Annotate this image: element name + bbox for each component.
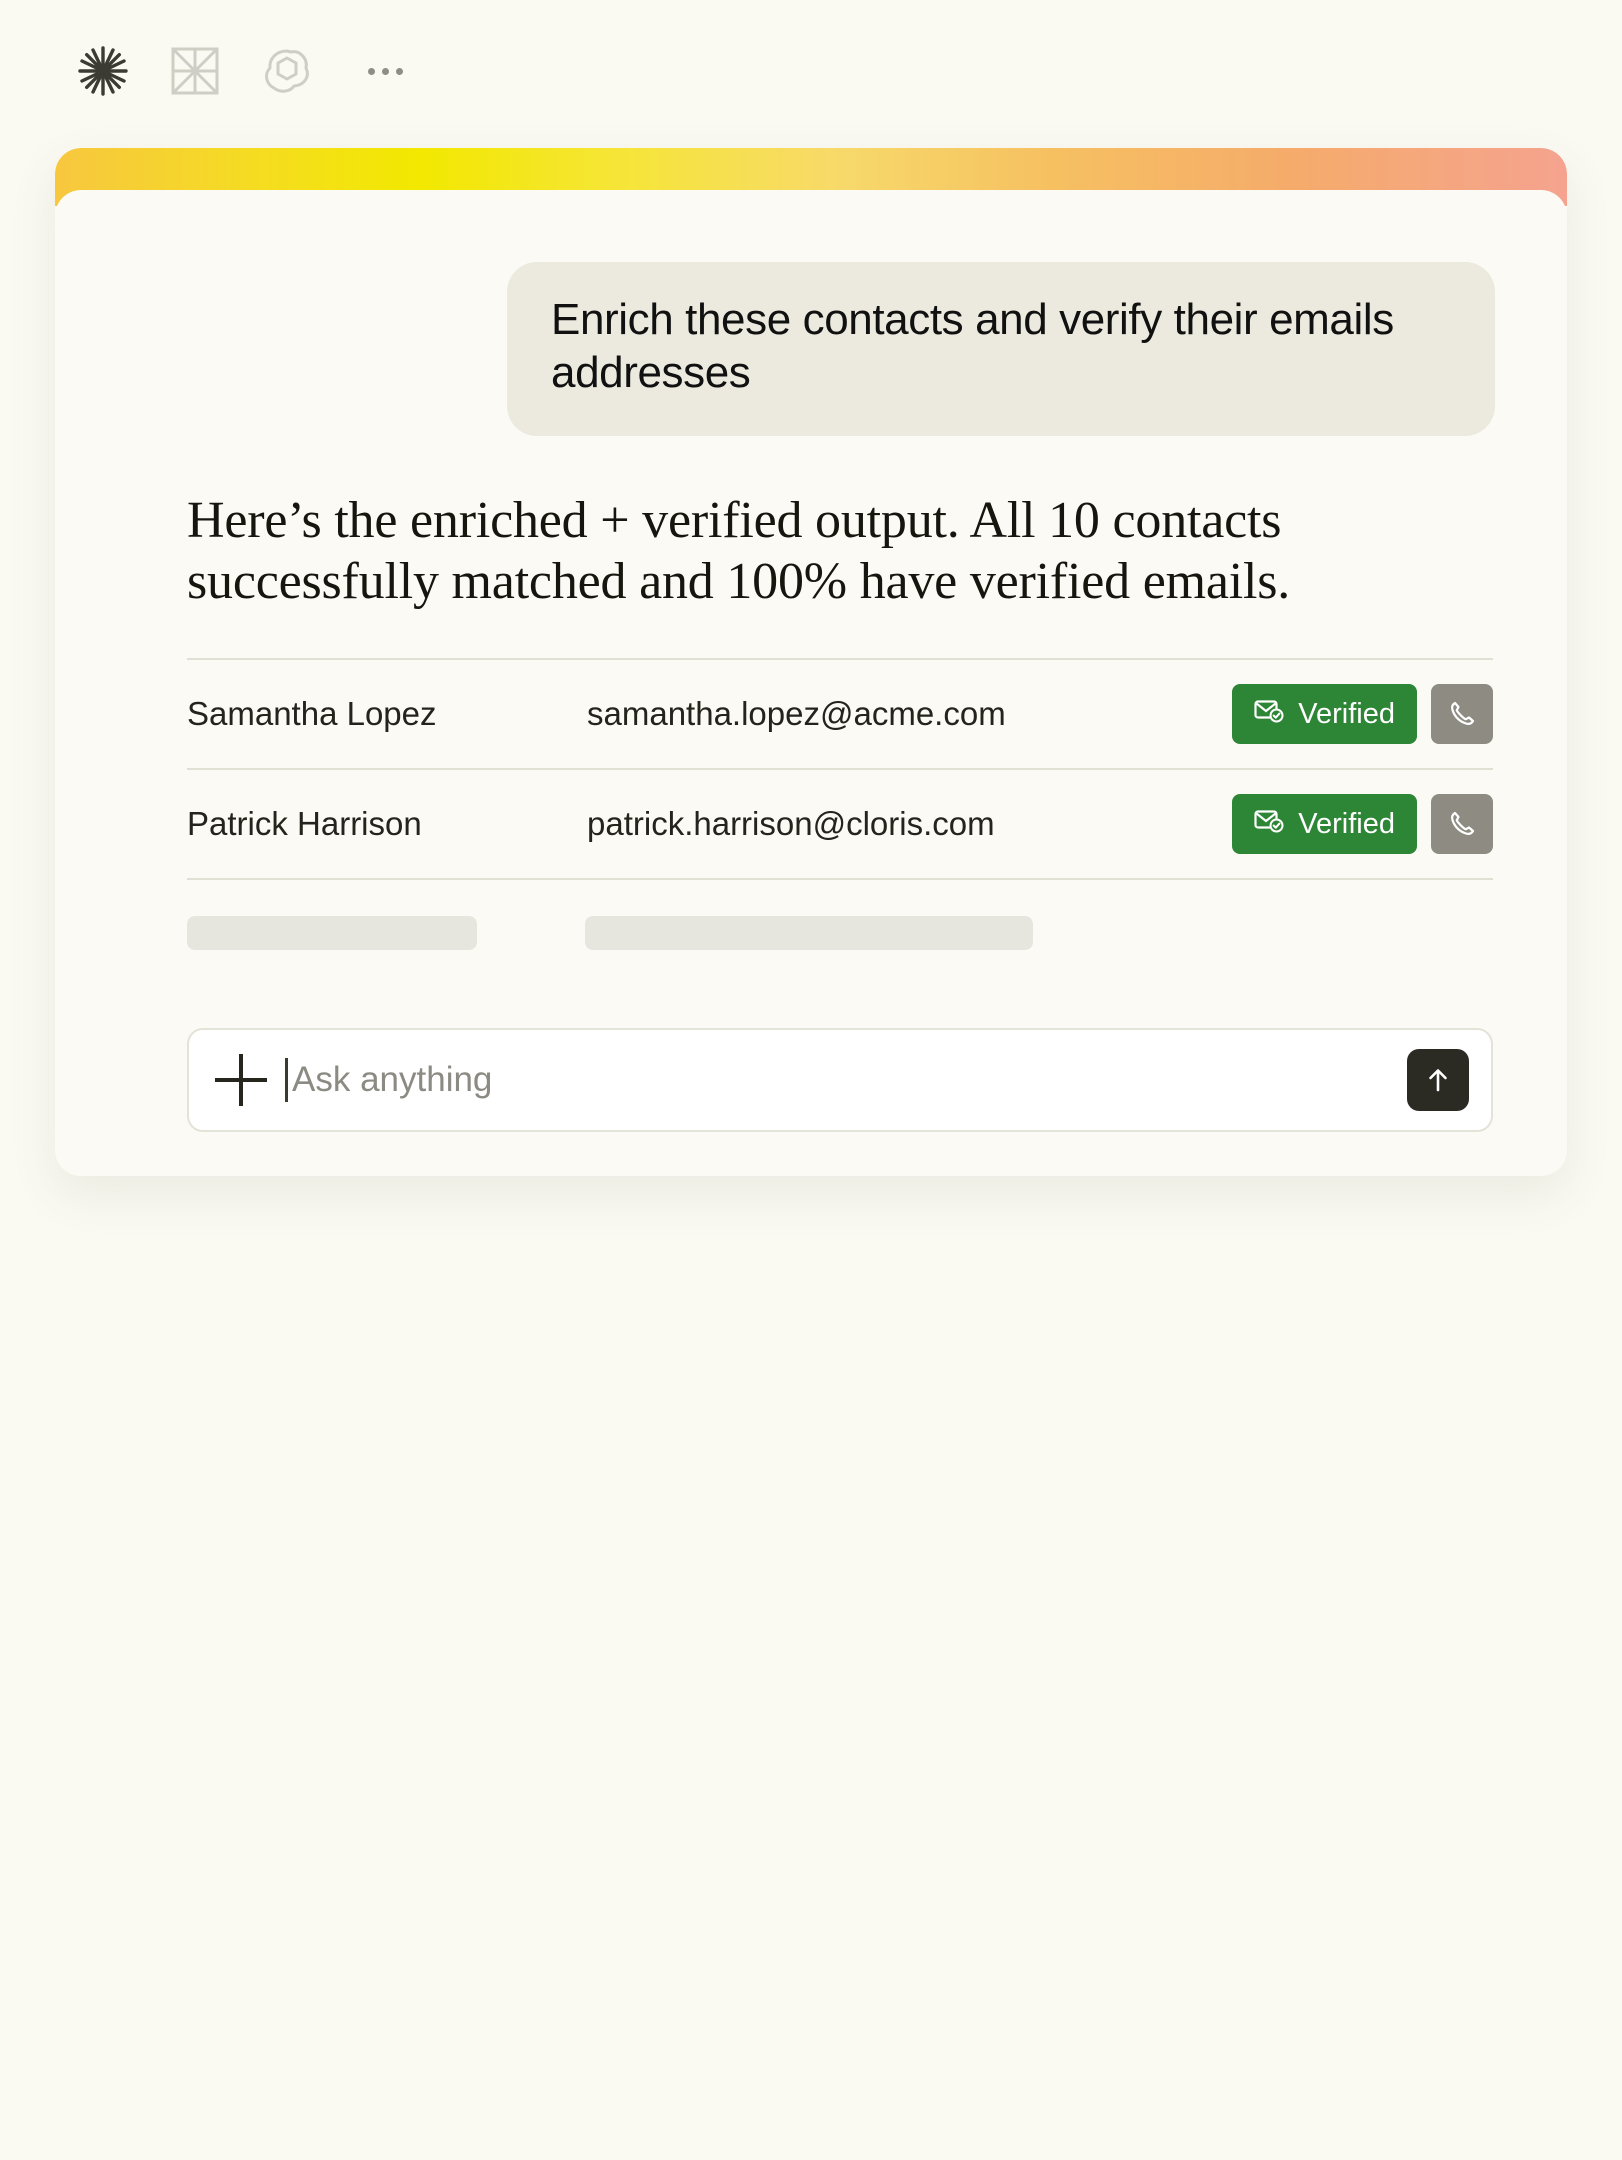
- composer[interactable]: [187, 1028, 1493, 1132]
- row-actions: [1232, 794, 1493, 854]
- openai-logo-icon[interactable]: [256, 40, 318, 102]
- dot: [368, 68, 375, 75]
- chat-input[interactable]: Ask anything: [292, 1060, 493, 1100]
- skeleton-name: [187, 916, 477, 950]
- model-switcher-bar[interactable]: [72, 36, 422, 106]
- contact-name: Samantha Lopez: [187, 695, 437, 733]
- status-badge[interactable]: [1232, 684, 1417, 744]
- text-caret: [285, 1058, 288, 1102]
- status-badge-label: Verified: [1298, 697, 1395, 730]
- skeleton-email: [585, 916, 1033, 950]
- verified-mail-icon: [1254, 698, 1284, 731]
- table-row-loading: [187, 880, 1493, 976]
- contact-name: Patrick Harrison: [187, 805, 422, 843]
- verified-mail-icon: [1254, 808, 1284, 841]
- assistant-message: [55, 436, 1567, 613]
- table-row[interactable]: [187, 770, 1493, 880]
- assistant-message-text: Here’s the enriched + verified output. All 10 contacts successfully matched and 100% have verified emails.: [187, 491, 1291, 610]
- status-badge-label: Verified: [1298, 807, 1395, 840]
- user-message-row: [55, 190, 1567, 436]
- user-message-bubble: [507, 262, 1495, 436]
- call-button[interactable]: [1431, 684, 1493, 744]
- more-options-icon[interactable]: [348, 40, 422, 102]
- call-button[interactable]: [1431, 794, 1493, 854]
- contact-email: patrick.harrison@cloris.com: [587, 805, 995, 843]
- user-message-text: Enrich these contacts and verify their emails addresses: [551, 295, 1394, 397]
- dot: [396, 68, 403, 75]
- contact-email: samantha.lopez@acme.com: [587, 695, 1006, 733]
- asterisk-spark-icon[interactable]: [72, 40, 134, 102]
- add-attachment-icon[interactable]: [215, 1054, 267, 1106]
- status-badge[interactable]: [1232, 794, 1417, 854]
- chat-card: [55, 148, 1567, 1176]
- chat-body: [55, 190, 1567, 1176]
- contacts-table: [187, 658, 1493, 976]
- table-row[interactable]: [187, 660, 1493, 770]
- row-actions: [1232, 684, 1493, 744]
- mistral-grid-icon[interactable]: [164, 40, 226, 102]
- dot: [382, 68, 389, 75]
- send-button[interactable]: [1407, 1049, 1469, 1111]
